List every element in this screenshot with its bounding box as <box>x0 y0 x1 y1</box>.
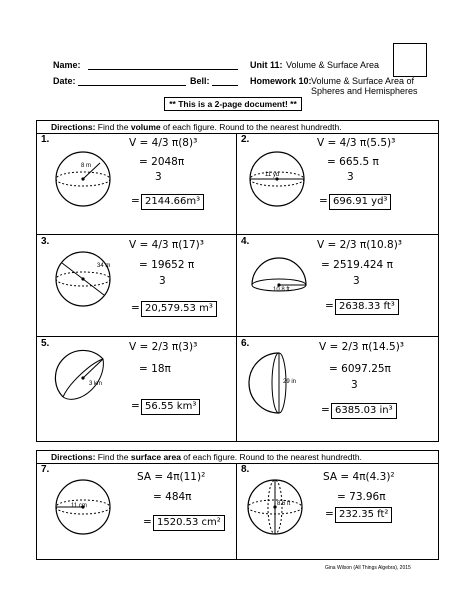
work-line-2: = 18π <box>139 363 171 375</box>
problem-4 <box>237 235 438 336</box>
work-line-1: V = 4/3 π(17)³ <box>129 239 204 251</box>
answer-box: 2144.66m³ <box>141 194 204 210</box>
name-label: Name: <box>53 60 81 70</box>
answer-box: 2638.33 ft³ <box>335 299 399 315</box>
equals-sign: = <box>131 400 140 412</box>
equals-sign: = <box>325 300 334 312</box>
problem-number: 8. <box>241 464 250 475</box>
score-box[interactable] <box>393 43 427 77</box>
dimension-label: 10.8 ft <box>273 287 290 293</box>
unit-label: Unit 11: <box>250 60 283 70</box>
equals-sign: = <box>319 195 328 207</box>
dimension-label: 8.6 ft <box>277 501 291 507</box>
sphere-figure <box>51 249 121 309</box>
two-page-note: ** This is a 2-page document! ** <box>164 97 302 111</box>
problem-number: 4. <box>241 236 250 247</box>
equals-sign: = <box>131 302 140 314</box>
equals-sign: = <box>131 195 140 207</box>
work-line-1: SA = 4π(11)² <box>137 471 206 483</box>
hemisphere-figure <box>49 353 119 413</box>
problem-number: 7. <box>41 464 50 475</box>
work-line-3: 3 <box>351 379 358 391</box>
work-line-2: = 665.5 π <box>327 156 379 168</box>
surface-area-directions: Directions: Find the surface area of each figure. Round to the nearest hundredth. <box>37 451 438 464</box>
sphere-figure <box>245 149 315 209</box>
problem-7 <box>37 463 236 559</box>
problem-number: 2. <box>241 134 250 145</box>
surface-area-section <box>36 450 439 560</box>
work-line-1: V = 2/3 π(10.8)³ <box>317 239 402 251</box>
work-line-3: 3 <box>155 171 162 183</box>
volume-section <box>36 120 439 442</box>
volume-directions: Directions: Find the volume of each figure. Round to the nearest hundredth. <box>37 121 438 134</box>
answer-box: 696.91 yd³ <box>329 194 391 210</box>
work-line-2: = 73.96π <box>337 491 386 503</box>
dimension-label: 3 km <box>89 381 103 387</box>
problem-2 <box>237 133 438 234</box>
date-field[interactable] <box>78 85 186 86</box>
work-line-1: V = 4/3 π(8)³ <box>129 137 198 149</box>
problem-8 <box>237 463 438 559</box>
answer-box: 20,579.53 m³ <box>141 301 217 317</box>
work-line-2: = 484π <box>153 491 192 503</box>
equals-sign: = <box>321 404 330 416</box>
homework-label: Homework 10: <box>250 76 312 86</box>
problem-6 <box>237 337 438 441</box>
work-line-2: = 6097.25π <box>329 363 391 375</box>
homework-title-line2: Spheres and Hemispheres <box>311 86 418 96</box>
dimension-label: 8 m <box>81 163 92 169</box>
dimension-label: 34 m <box>97 263 111 269</box>
work-line-2: = 19652 π <box>139 259 195 271</box>
work-line-3: 3 <box>353 275 360 287</box>
work-line-1: V = 2/3 π(3)³ <box>129 341 198 353</box>
dimension-label: 11 yd <box>265 172 280 178</box>
work-line-2: = 2048π <box>139 156 185 168</box>
unit-title: Volume & Surface Area <box>286 60 380 70</box>
answer-box: 1520.53 cm² <box>153 515 225 531</box>
work-line-2: = 2519.424 π <box>321 259 393 271</box>
homework-title-line1: Volume & Surface Area of <box>311 76 415 86</box>
work-line-3: 3 <box>159 275 166 287</box>
problem-number: 3. <box>41 236 50 247</box>
date-label: Date: <box>53 76 76 86</box>
answer-box: 232.35 ft² <box>335 507 392 523</box>
dimension-label: 29 in <box>283 379 297 385</box>
problem-number: 5. <box>41 338 50 349</box>
answer-box: 6385.03 in³ <box>331 403 397 419</box>
problem-5 <box>37 337 236 441</box>
work-line-3: 3 <box>347 171 354 183</box>
sphere-figure <box>51 149 121 209</box>
answer-box: 56.55 km³ <box>141 399 200 415</box>
problem-number: 6. <box>241 338 250 349</box>
footer-credit: Gina Wilson (All Things Algebra), 2015 <box>325 565 411 571</box>
work-line-1: V = 4/3 π(5.5)³ <box>317 137 396 149</box>
name-field[interactable] <box>88 69 238 70</box>
equals-sign: = <box>143 516 152 528</box>
work-line-1: SA = 4π(4.3)² <box>323 471 395 483</box>
bell-label: Bell: <box>190 76 210 86</box>
work-line-1: V = 2/3 π(14.5)³ <box>319 341 404 353</box>
problem-1 <box>37 133 236 234</box>
dimension-label: 11 cm <box>71 503 87 509</box>
problem-number: 1. <box>41 134 50 145</box>
bell-field[interactable] <box>212 85 238 86</box>
sphere-figure <box>243 477 313 537</box>
problem-3 <box>37 235 236 336</box>
equals-sign: = <box>325 508 334 520</box>
